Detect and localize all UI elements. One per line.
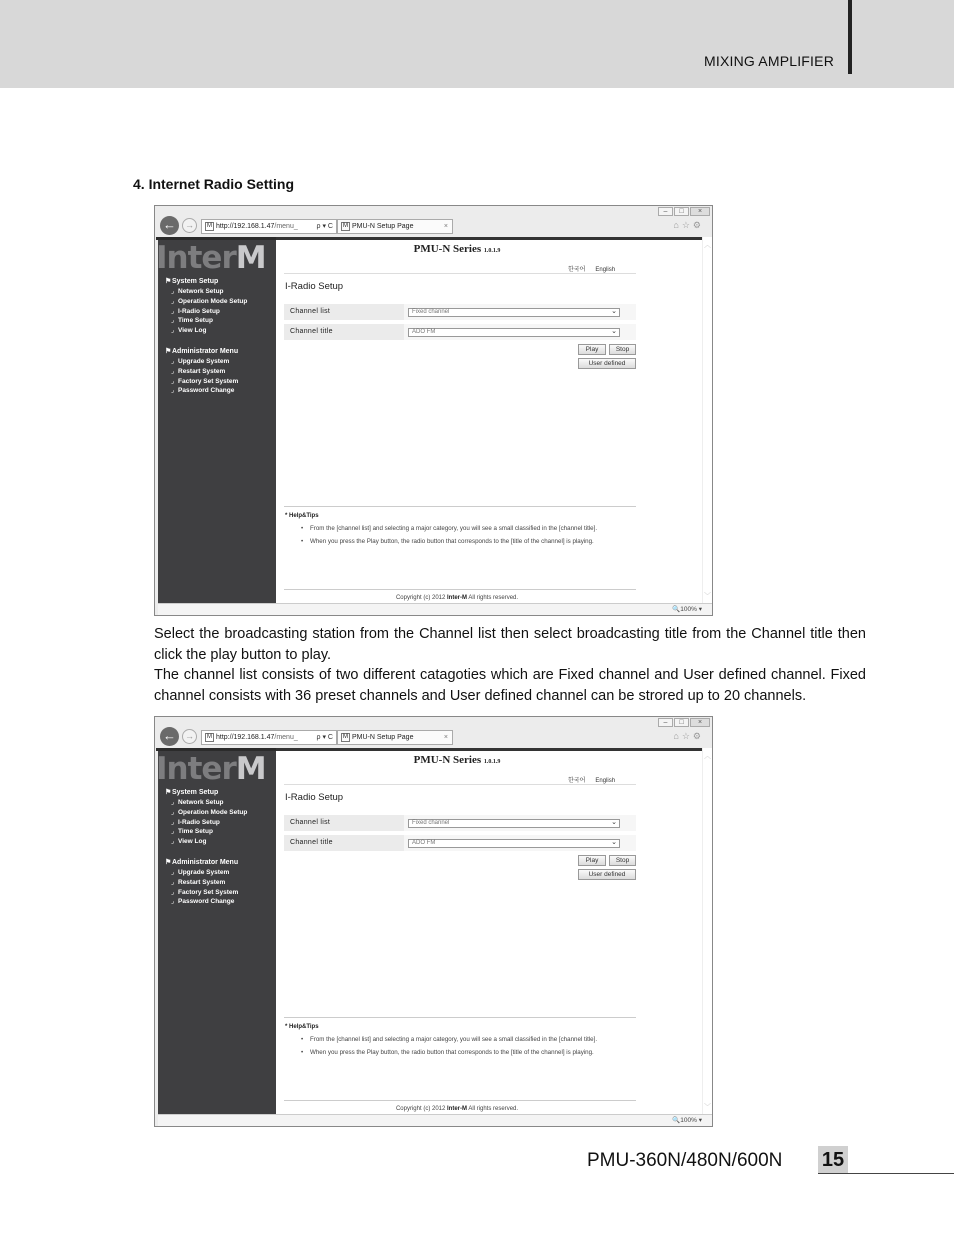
page-header: [0, 0, 954, 88]
arrow-icon: ⌟: [171, 818, 175, 826]
arrow-icon: ⌟: [171, 288, 175, 295]
sidebar-item[interactable]: ⌟ Password Change: [171, 387, 235, 395]
logo-mark: M: [235, 240, 266, 276]
home-icon[interactable]: ⌂: [673, 220, 682, 230]
stop-button[interactable]: Stop: [609, 344, 636, 355]
page-title: PMU-N Series 1.0.1.9: [413, 243, 501, 255]
header-title: MIXING AMPLIFIER: [704, 53, 834, 69]
url-path: /menu_: [274, 223, 298, 230]
status-bar: [158, 1114, 712, 1126]
main-content: [276, 748, 702, 1115]
flag-icon: ⚑: [165, 858, 172, 866]
copyright: Copyright (c) 2012 Inter-M All rights reserved.: [395, 595, 519, 601]
admin-menu-heading: ⚑Administrator Menu: [165, 858, 239, 866]
maximize-icon[interactable]: □: [674, 718, 689, 727]
arrow-icon: ⌟: [171, 317, 175, 325]
minimize-icon[interactable]: –: [658, 718, 673, 727]
gear-icon[interactable]: ⚙: [692, 220, 704, 230]
logo-text: Inter: [156, 751, 236, 787]
sidebar-item[interactable]: ⌟ I-Radio Setup: [171, 818, 220, 826]
sidebar-item[interactable]: ⌟ Upgrade System: [171, 868, 230, 876]
browser-screenshot-1: [154, 205, 713, 616]
star-icon[interactable]: ☆: [681, 731, 693, 741]
arrow-icon: ⌟: [171, 327, 175, 335]
chevron-down-icon: ⌄: [611, 308, 617, 315]
gear-icon[interactable]: ⚙: [692, 731, 704, 741]
sidebar-item[interactable]: ⌟ Restart System: [171, 878, 226, 886]
tab-favicon-icon: M: [343, 223, 348, 229]
sidebar-item[interactable]: ⌟ View Log: [171, 838, 207, 846]
sidebar-item[interactable]: ⌟ Password Change: [171, 898, 235, 906]
lang-korean-link[interactable]: 한국어: [568, 267, 586, 273]
zoom-control[interactable]: 🔍100% ▾: [672, 606, 702, 613]
scrollbar[interactable]: [702, 748, 712, 1115]
user-defined-button[interactable]: User defined: [578, 869, 636, 880]
arrow-icon: ⌟: [171, 838, 175, 846]
arrow-icon: ⌟: [171, 357, 175, 365]
lang-korean-link[interactable]: 한국어: [568, 778, 586, 784]
sidebar-item[interactable]: ⌟ Factory Set System: [171, 377, 239, 385]
flag-icon: ⚑: [165, 278, 172, 285]
page-number: 15: [818, 1146, 848, 1174]
sidebar: [158, 748, 276, 1115]
sidebar-item[interactable]: ⌟ Upgrade System: [171, 357, 230, 365]
section-heading: I-Radio Setup: [285, 281, 344, 292]
browser-tab[interactable]: [337, 219, 453, 234]
address-tools[interactable]: ρ ▾ C: [316, 223, 333, 230]
address-tools[interactable]: ρ ▾ C: [316, 734, 333, 741]
arrow-icon: ⌟: [171, 297, 175, 305]
browser-toolbar: [155, 215, 712, 237]
browser-toolbar: [155, 726, 712, 748]
scrollbar[interactable]: [702, 237, 712, 604]
tab-close-icon[interactable]: ×: [443, 734, 448, 741]
favicon-icon: M: [207, 734, 212, 740]
close-icon[interactable]: ×: [690, 207, 710, 216]
sidebar-item[interactable]: ⌟ Operation Mode Setup: [171, 297, 248, 305]
help-list: [302, 522, 632, 549]
forward-icon[interactable]: →: [182, 729, 197, 744]
arrow-icon: ⌟: [171, 828, 175, 836]
logo: [156, 237, 276, 276]
arrow-icon: ⌟: [171, 307, 175, 315]
sidebar-item[interactable]: ⌟ Network Setup: [171, 288, 224, 295]
play-button[interactable]: Play: [578, 344, 606, 355]
channel-list-select[interactable]: Fixed channel ⌄: [408, 819, 620, 828]
version: 1.0.1.9: [483, 248, 501, 254]
sidebar-item[interactable]: ⌟ Factory Set System: [171, 888, 239, 896]
page-title: PMU-N Series 1.0.1.9: [413, 754, 501, 766]
footer-model: PMU-360N/480N/600N: [587, 1150, 783, 1171]
flag-icon: ⚑: [165, 789, 172, 796]
channel-title-select[interactable]: ADO FM ⌄: [408, 839, 620, 848]
main-content: [276, 237, 702, 604]
header-divider: [848, 0, 852, 74]
url-path: /menu_: [274, 734, 298, 741]
arrow-icon: ⌟: [171, 868, 175, 876]
sidebar-item[interactable]: ⌟ Time Setup: [171, 317, 213, 325]
sidebar-item[interactable]: ⌟ Restart System: [171, 367, 226, 375]
instructions-paragraph-2: The channel list consists of two different catagoties which are Fixed channel and User defined channel. Fixed channel consists with 36 preset channels and User defined channel can be strored up to 20 channels.: [154, 667, 866, 704]
page-viewport: [158, 748, 712, 1115]
channel-list-row: [284, 304, 636, 320]
channel-title-label: Channel title: [284, 324, 404, 340]
copyright: Copyright (c) 2012 Inter-M All rights reserved.: [395, 1106, 519, 1112]
scroll-up-icon[interactable]: ︿: [704, 242, 711, 249]
channel-list-row: [284, 815, 636, 831]
channel-list-select[interactable]: Fixed channel ⌄: [408, 308, 620, 317]
channel-title-select[interactable]: ADO FM ⌄: [408, 328, 620, 337]
user-defined-button[interactable]: User defined: [578, 358, 636, 369]
arrow-icon: ⌟: [171, 888, 175, 896]
tab-close-icon[interactable]: ×: [443, 223, 448, 230]
lang-english-link[interactable]: English: [595, 267, 616, 273]
url-host: http://192.168.1.47: [216, 734, 275, 741]
chevron-down-icon: ⌄: [611, 819, 617, 826]
sidebar-item[interactable]: ⌟ Time Setup: [171, 828, 213, 836]
tab-favicon-icon: M: [343, 734, 348, 740]
stop-button[interactable]: Stop: [609, 855, 636, 866]
url-host: http://192.168.1.47: [216, 223, 275, 230]
page-viewport: [158, 237, 712, 604]
home-icon[interactable]: ⌂: [673, 731, 682, 741]
section-heading: I-Radio Setup: [285, 792, 344, 803]
play-button[interactable]: Play: [578, 855, 606, 866]
back-icon[interactable]: ←: [160, 727, 179, 746]
system-menu-heading: ⚑System Setup: [165, 278, 219, 285]
arrow-icon: ⌟: [171, 808, 175, 816]
scroll-up-icon[interactable]: ︿: [704, 753, 711, 760]
status-bar: [158, 603, 712, 615]
help-title: * Help&Tips: [285, 513, 319, 519]
help-item: • When you press the Play button, the radio button that corresponds to the [title of the channel] is playing.: [302, 535, 632, 548]
close-icon[interactable]: ×: [690, 718, 710, 727]
help-item: • From the [channel list] and selecting a major category, you will see a small classified in the [channel title].: [302, 1033, 632, 1046]
help-title: * Help&Tips: [285, 1024, 319, 1030]
channel-title-label: Channel title: [284, 835, 404, 851]
chevron-down-icon: ⌄: [611, 839, 617, 846]
instructions: [154, 624, 866, 706]
maximize-icon[interactable]: □: [674, 207, 689, 216]
logo-mark: M: [235, 751, 266, 787]
sidebar: [158, 237, 276, 604]
minimize-icon[interactable]: –: [658, 207, 673, 216]
arrow-icon: ⌟: [171, 387, 175, 395]
channel-list-label: Channel list: [284, 304, 404, 320]
arrow-icon: ⌟: [171, 799, 175, 806]
favicon-icon: M: [207, 223, 212, 229]
channel-list-label: Channel list: [284, 815, 404, 831]
browser-screenshot-2: [154, 716, 713, 1127]
address-bar[interactable]: [201, 730, 337, 745]
channel-title-row: [284, 324, 636, 340]
language-switch: [568, 264, 625, 273]
address-bar[interactable]: [201, 219, 337, 234]
section-title: 4. Internet Radio Setting: [133, 176, 295, 192]
logo-text: Inter: [156, 240, 236, 276]
back-icon[interactable]: ←: [160, 216, 179, 235]
sidebar-item[interactable]: ⌟ Operation Mode Setup: [171, 808, 248, 816]
arrow-icon: ⌟: [171, 878, 175, 886]
help-list: [302, 1033, 632, 1060]
browser-icons: [673, 220, 704, 231]
logo: [156, 748, 276, 787]
forward-icon[interactable]: →: [182, 218, 197, 233]
sidebar-item[interactable]: ⌟ View Log: [171, 327, 207, 335]
system-menu-heading: ⚑System Setup: [165, 789, 219, 796]
scroll-down-icon[interactable]: ﹀: [704, 1104, 711, 1111]
instructions-paragraph-1: Select the broadcasting station from the Channel list then select broadcasting title from the Channel title then click the play button to play.: [154, 626, 866, 663]
help-item: • From the [channel list] and selecting a major category, you will see a small classified in the [channel title].: [302, 522, 632, 535]
channel-title-row: [284, 835, 636, 851]
arrow-icon: ⌟: [171, 898, 175, 906]
browser-tab[interactable]: [337, 730, 453, 745]
browser-icons: [673, 731, 704, 742]
sidebar-menu: [165, 788, 275, 907]
help-item: • When you press the Play button, the radio button that corresponds to the [title of the channel] is playing.: [302, 1046, 632, 1059]
scroll-down-icon[interactable]: ﹀: [704, 593, 711, 600]
flag-icon: ⚑: [165, 347, 172, 355]
admin-menu-heading: ⚑Administrator Menu: [165, 347, 239, 355]
zoom-control[interactable]: 🔍100% ▾: [672, 1117, 702, 1124]
arrow-icon: ⌟: [171, 377, 175, 385]
version: 1.0.1.9: [483, 759, 501, 765]
sidebar-item[interactable]: ⌟ Network Setup: [171, 799, 224, 806]
chevron-down-icon: ⌄: [611, 328, 617, 335]
sidebar-item[interactable]: ⌟ I-Radio Setup: [171, 307, 220, 315]
sidebar-menu: [165, 277, 275, 396]
lang-english-link[interactable]: English: [595, 778, 616, 784]
tab-title: PMU-N Setup Page: [352, 223, 414, 230]
arrow-icon: ⌟: [171, 367, 175, 375]
star-icon[interactable]: ☆: [681, 220, 693, 230]
tab-title: PMU-N Setup Page: [352, 734, 414, 741]
language-switch: [568, 775, 625, 784]
